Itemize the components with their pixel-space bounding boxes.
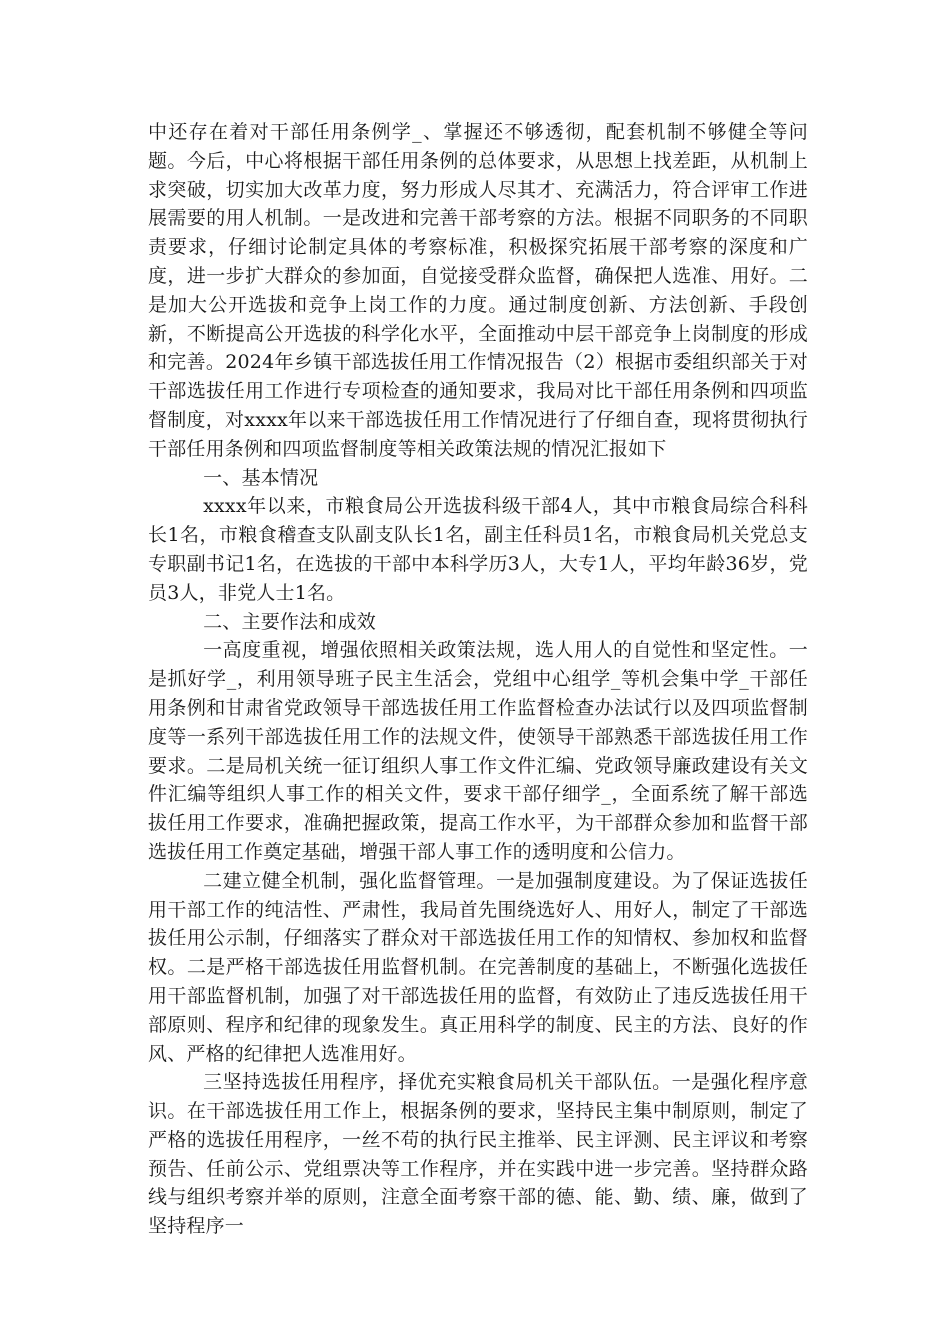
section-heading-main-practices: 二、主要作法和成效 bbox=[203, 610, 376, 633]
paragraph-practice-three: 三坚持选拔任用程序，择优充实粮食局机关干部队伍。一是强化程序意识。在干部选拔任用工作上，根据条例的要求，坚持民主集中制原则，制定了严格的选拔任用程序，一丝不苟的执行民主推举、民主评测、民主评议和考察预告、任前公示、党组票决等工作程序，并在实践中进一步完善。坚持群众路线与组织考察并举的原则，注意全面考察干部的德、能、勤、绩、廉，做到了坚持程序一 bbox=[148, 1071, 808, 1238]
document-body bbox=[148, 118, 808, 1241]
section-heading-basic-situation: 一、基本情况 bbox=[203, 466, 319, 489]
paragraph-practice-two: 二建立健全机制，强化监督管理。一是加强制度建设。为了保证选拔任用干部工作的纯洁性、严肃性，我局首先围绕选好人、用好人，制定了干部选拔任用公示制，仔细落实了群众对干部选拔任用工作的知情权、参加权和监督权。二是严格干部选拔任用监督机制。在完善制度的基础上，不断强化选拔任用干部监督机制，加强了对干部选拔任用的监督，有效防止了违反选拔任用干部原则、程序和纪律的现象发生。真正用科学的制度、民主的方法、良好的作风、严格的纪律把人选准用好。 bbox=[148, 869, 808, 1065]
paragraph-practice-one: 一高度重视，增强依照相关政策法规，选人用人的自觉性和坚定性。一是抓好学_，利用领导班子民主生活会，党组中心组学_等机会集中学_干部任用条例和甘肃省党政领导干部选拔任用工作监督检查办法试行以及四项监督制度等一系列干部选拔任用工作的法规文件，使领导干部熟悉干部选拔任用工作要求。二是局机关统一征订组织人事工作文件汇编、党政领导廉政建设有关文件汇编等组织人事工作的相关文件，要求干部仔细学_，全面系统了解干部选拔任用工作要求，准确把握政策，提高工作水平，为干部群众参加和监督干部选拔任用工作奠定基础，增强干部人事工作的透明度和公信力。 bbox=[148, 639, 808, 863]
paragraph-basic-situation: xxxx年以来，市粮食局公开选拔科级干部4人，其中市粮食局综合科科长1名，市粮食稽查支队副支队长1名，副主任科员1名，市粮食局机关党总支专职副书记1名，在选拔的干部中本科学历3人，大专1人，平均年龄36岁，党员3人，非党人士1名。 bbox=[148, 495, 808, 604]
paragraph-intro: 中还存在着对干部任用条例学_、掌握还不够透彻，配套机制不够健全等问题。今后，中心将根据干部任用条例的总体要求，从思想上找差距，从机制上求突破，切实加大改革力度，努力形成人尽其才、充满活力，符合评审工作进展需要的用人机制。一是改进和完善干部考察的方法。根据不同职务的不同职责要求，仔细讨论制定具体的考察标准，积极探究拓展干部考察的深度和广度，进一步扩大群众的参加面，自觉接受群众监督，确保把人选准、用好。二是加大公开选拔和竞争上岗工作的力度。通过制度创新、方法创新、手段创新，不断提高公开选拔的科学化水平，全面推动中层干部竞争上岗制度的形成和完善。2024年乡镇干部选拔任用工作情况报告（2）根据市委组织部关于对干部选拔任用工作进行专项检查的通知要求，我局对比干部任用条例和四项监督制度，对xxxx年以来干部选拔任用工作情况进行了仔细自查，现将贯彻执行干部任用条例和四项监督制度等相关政策法规的情况汇报如下 bbox=[148, 121, 808, 460]
